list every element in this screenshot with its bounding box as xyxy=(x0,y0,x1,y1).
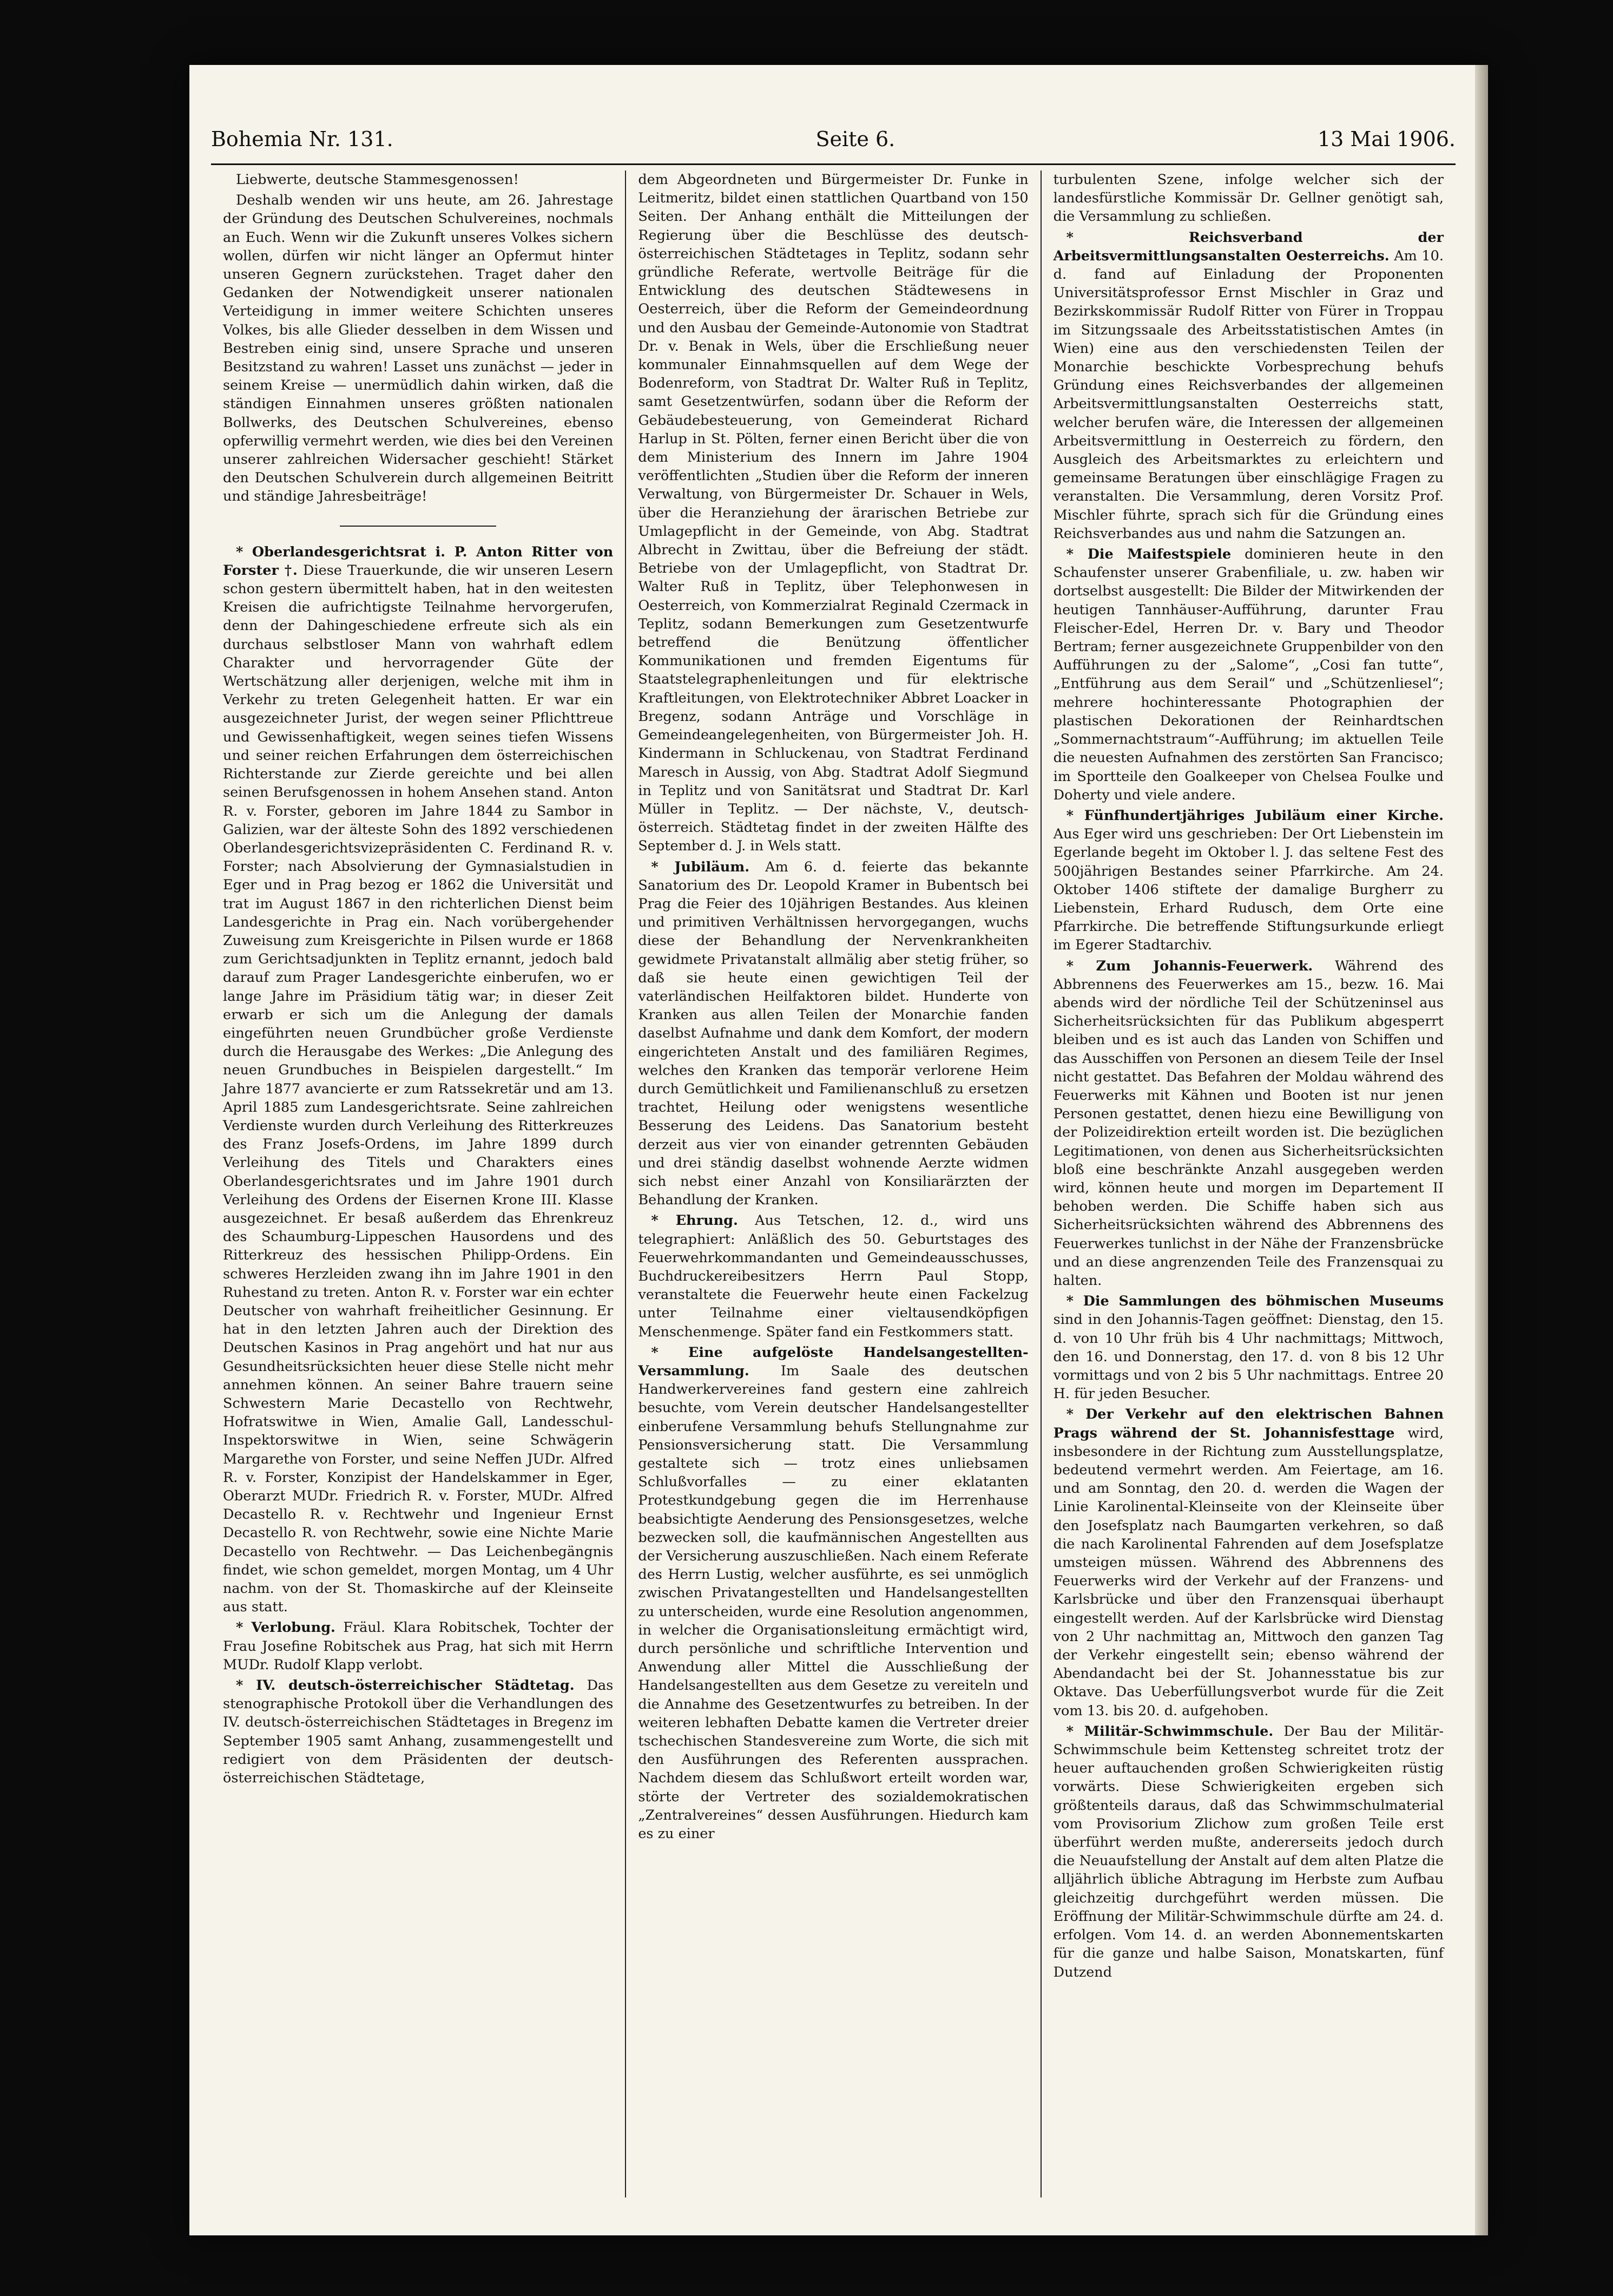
newspaper-page xyxy=(189,65,1488,2235)
article-text: dem Abgeordneten und Bürgermeister Dr. Funke in Leitmeritz, bildet einen stattlichen Quartband von 150 Seiten. Der Anhang enthält die Mitteilungen der Regierung über die Beschlüsse des deutsch-österreichischen Städtetages in Teplitz, sodann sehr gründliche Referate, wertvolle Beiträge für die Entwicklung des deutschen Städtewesens in Oesterreich, über die Reform der Gemeindeordnung und den Ausbau der Gemeinde-Autonomie von Stadtrat Dr. v. Benak in Wels, über die Erschließung neuer kommunaler Einnahmsquellen auf dem Wege der Bodenreform, von Stadtrat Dr. Walter Ruß in Teplitz, samt Gesetzentwürfen, sodann über die Reform der Gebäudebesteuerung, von Gemeinderat Richard Harlup in St. Pölten, ferner einen Bericht über die von dem Ministerium des Innern im Jahre 1904 veröffentlichten „Studien über die Reform der inneren Verwaltung, von Bürgermeister Dr. Schauer in Wels, über die Heranziehung der ärarischen Betriebe zur Umlagepflicht in der Gemeinde, von Abg. Stadtrat Albrecht in Zwittau, über die Befreiung der städt. Betriebe von der Umlagepflicht, von Stadtrat Dr. Walter Ruß in Teplitz, über Telephonwesen in Oesterreich, von Kommerzialrat Reginald Czermack in Teplitz, sodann Bemerkungen zum Gesetzentwurfe betreffend die Benützung öffentlicher Kommunikationen und fremden Eigentums für Staatstelegraphenleitungen und für elektrische Kraftleitungen, von Elektrotechniker Abbret Loacker in Bregenz, sodann Anträge und Vorschläge in Gemeindeangelegenheiten, von Bürgermeister Joh. H. Kindermann in Schluckenau, von Stadtrat Ferdinand Maresch in Aussig, von Abg. Stadtrat Adolf Siegmund in Teplitz und von Sanitätsrat und Stadtrat Dr. Karl Müller in Teplitz. — Der nächste, V., deutsch-österreich. Städtetag findet in der zweiten Hälfte des September d. J. in Wels statt. xyxy=(638,172,1029,855)
article-text: Der Bau der Militär-Schwimmschule beim Kettensteg schreitet trotz der heuer auftauchenden großen Schwierigkeiten rüstig vorwärts. Diese Schwierigkeiten ergeben sich größtenteils daraus, daß das Schwimmschulmaterial vom Provisorium Zlichow zum großen Teile erst überführt werden mußte, andererseits jedoch durch die Neuaufstellung der Anstalt auf dem alten Platze die alljährlich übliche Abtragung im Herbste zum Aufbau gleichzeitig durchgeführt werden müssen. Die Eröffnung der Militär-Schwimmschule dürfte am 24. d. erfolgen. Vom 14. d. an werden Abonnementskarten für die ganze und halbe Saison, Monatskarten, fünf Dutzend xyxy=(1053,1723,1444,1980)
article-paragraph xyxy=(638,170,1028,856)
article-headline: * Der Verkehr auf den elektrischen Bahnen Prags während der St. Johannisfesttage xyxy=(1053,1406,1444,1441)
article-headline: * Reichsverband der Arbeitsvermittlungsanstalten Oesterreichs. xyxy=(1053,229,1444,264)
article-text: Im Saale des deutschen Handwerkervereines fand gestern eine zahlreich besuchte, vom Verein deutscher Handelsangestellter einberufene Versammlung behufs Stellungnahme zur Pensionsversicherung statt. Die Versammlung gestaltete sich — trotz eines unliebsamen Schlußvorfalles — zu einer eklatanten Protestkundgebung gegen die im Herrenhause beabsichtigte Aenderung des Pensionsgesetzes, welche bezwecken soll, die kaufmännischen Angestellten aus der Versicherung auszuschließen. Nach einem Referate des Herrn Lustig, welcher ausführte, es sei unmöglich zwischen Privatangestellten und Handelsangestellten zu unterscheiden, wurde eine Resolution angenommen, in welcher die Organisationsleitung ermächtigt wird, durch persönliche und schriftliche Intervention und Anwendung aller Mittel die Ausschließung der Handelsangestellten aus dem Gesetze zu vereiteln und die Annahme des Gesetzentwurfes zu betreiben. In der weiteren lebhaften Debatte kamen die Vertreter dreier tschechischen Standesvereine zum Worte, die sich mit den Ausführungen des Referenten aussprachen. Nachdem diesem das Schlußwort erteilt worden war, störte der Vertreter des sozialdemokratischen „Zentralvereines“ dessen Ausführungen. Hiedurch kam es zu einer xyxy=(638,1363,1029,1842)
article-headline: * Fünfhundertjähriges Jubiläum einer Kirche. xyxy=(1066,807,1444,824)
article-text: Aus Eger wird uns geschrieben: Der Ort Liebenstein im Egerlande begeht im Oktober l. J. das seltene Fest des 500jährigen Bestandes seiner Pfarrkirche. Am 24. Oktober 1406 stiftete der damalige Burgherr zu Liebenstein, Erhard Rudusch, dem Orte eine Pfarrkirche. Die betreffende Stiftungsurkunde erliegt im Egerer Stadtarchiv. xyxy=(1053,826,1444,954)
header-rule xyxy=(211,163,1456,165)
article-headline: * Die Maifestspiele xyxy=(1066,546,1232,563)
article-paragraph xyxy=(1054,1722,1444,1982)
article-paragraph xyxy=(1054,957,1444,1290)
article-headline: * Ehrung. xyxy=(651,1212,738,1229)
article-headline: * IV. deutsch-österreichischer Städtetag. xyxy=(236,1677,575,1694)
text-columns xyxy=(211,170,1456,2197)
article-paragraph xyxy=(223,1618,613,1674)
article-text: Fräul. Klara Robitschek, Tochter der Frau Josefine Robitschek aus Prag, hat sich mit Herrn MUDr. Rudolf Klapp verlobt. xyxy=(223,1619,614,1673)
page-number: Seite 6. xyxy=(815,127,896,151)
column-3 xyxy=(1041,170,1456,2197)
article-text: sind in den Johannis-Tagen geöffnet: Dienstag, den 15. d. von 10 Uhr früh bis 4 Uhr nachmittags; Mittwoch, den 16. und Donnerstag, den 17. d. von 8 bis 12 Uhr vormittags und von 2 bis 5 Uhr nachmittags. Entree 20 H. für jeden Besucher. xyxy=(1053,1311,1444,1402)
article-headline: * Militär-Schwimmschule. xyxy=(1066,1723,1274,1740)
article-paragraph xyxy=(1054,806,1444,955)
article-text: dominieren heute in den Schaufenster unserer Grabenfiliale, u. zw. haben wir dortselbst ausgestellt: Die Bilder der Mitwirkenden der heutigen Tannhäuser-Aufführung, darunter Frau Fleischer-Edel, Herren Dr. v. Bary und Theodor Bertram; ferner ausgezeichnete Gruppenbilder von den Aufführungen zu der „Salome“, „Cosi fan tutte“, „Entführung aus dem Serail“ und „Schützenliesel“; mehrere hochinteressante Photographien der plastischen Dekorationen der Reinhardtschen „Sommernachtstraum“-Aufführung; im aktuellen Teile die neuesten Aufnahmen des zerstörten San Francisco; im Sportteile den Goalkeeper von Chelsea Foulke und Doherty und viele andere. xyxy=(1053,546,1444,803)
article-headline: * Eine aufgelöste Handelsangestellten-Versammlung. xyxy=(638,1344,1029,1379)
article-text: turbulenten Szene, infolge welcher sich der landesfürstliche Kommissär Dr. Gellner genötigt sah, die Versammlung zu schließen. xyxy=(1053,172,1444,225)
article-paragraph xyxy=(223,191,613,506)
issue-date: 13 Mai 1906. xyxy=(1317,127,1456,151)
column-1 xyxy=(211,170,625,2197)
article-text: Am 10. d. fand auf Einladung der Proponenten Universitätsprofessor Ernst Mischler in Graz und Bezirkskommissär Rudolf Ritter von Fürer in Troppau im Sitzungssaale des Arbeitsstatistischen Amtes (in Wien) eine aus den verschiedensten Teilen der Monarchie beschickte Vorbesprechung behufs Gründung eines Reichsverbandes der allgemeinen Arbeitsvermittlungsanstalten Oesterreichs statt, welcher berufen wäre, die Interessen der allgemeinen Arbeitsvermittlung in Oesterreich zu fördern, den Ausgleich des Arbeitsmarktes zu erleichtern und gemeinsame Beratungen über einschlägige Fragen zu veranstalten. Die Versammlung, deren Vorsitz Prof. Mischler führte, sprach sich für die Gründung eines Reichsverbandes aus und nahm die Satzungen an. xyxy=(1053,247,1444,542)
article-text: Während des Abbrennens des Feuerwerkes am 15., bezw. 16. Mai abends wird der nördliche Teil der Schützeninsel aus Sicherheitsrücksichten für das Publikum abgesperrt bleiben und es ist auch das Landen von Schiffen und das Ausschiffen von Personen an diesem Teile der Insel nicht gestattet. Das Befahren der Moldau während des Feuerwerks mit Kähnen und Booten ist nur jenen Personen gestattet, denen hiezu eine Bewilligung von der Polizeidirektion erteilt worden ist. Die bezüglichen Legitimationen, von denen aus Sicherheitsrücksichten bloß eine beschränkte Anzahl ausgegeben werden wird, können heute und morgen im Departement II behoben werden. Die Schiffe haben sich aus Sicherheitsrücksichten während des Abbrennens des Feuerwerkes tunlichst in der Nähe der Franzensbrücke und an diese angrenzenden Teile des Franzensquai zu halten. xyxy=(1053,957,1444,1289)
article-paragraph xyxy=(638,858,1028,1210)
article-paragraph xyxy=(223,1676,613,1787)
article-headline: * Verlobung. xyxy=(236,1619,335,1636)
article-headline: * Zum Johannis-Feuerwerk. xyxy=(1066,957,1313,974)
article-paragraph xyxy=(638,1343,1028,1843)
article-text: Diese Trauerkunde, die wir unseren Lesern schon gestern übermittelt haben, hat in den weitesten Kreisen die aufrichtigste Teilnahme hervorgerufen, denn der Dahingeschiedene erfreute sich als ein durchaus selbstloser Mann von wahrhaft edlem Charakter und hervorragender Güte der Wertschätzung aller derjenigen, welche mit ihm in Verkehr zu treten Gelegenheit hatten. Er war ein ausgezeichneter Jurist, der wegen seiner Pflichttreue und Gewissenhaftigkeit, wegen seines tiefen Wissens und seiner reichen Erfahrungen dem österreichischen Richterstande zur Zierde gereichte und bei allen seinen Berufsgenossen in hohem Ansehen stand. Anton R. v. Forster, geboren im Jahre 1844 zu Sambor in Galizien, war der älteste Sohn des 1892 verschiedenen Oberlandesgerichtsvizepräsidenten C. Ferdinand R. v. Forster; nach Absolvierung der Gymnasialstudien in Eger und in Prag bezog er 1862 die Universität und trat im August 1867 in den richterlichen Dienst beim Landesgerichte in Prag ein. Nach vorübergehender Zuweisung zum Kreisgerichte in Pilsen wurde er 1868 zum Gerichtsadjunkten in Teplitz ernannt, jedoch bald darauf zum Prager Landesgerichte einberufen, wo er lange Jahre im Präsidium tätig war; in dieser Zeit erwarb er sich um die Anlegung der damals eingeführten neuen Grundbücher große Verdienste durch die Herausgabe des Werkes: „Die Anlegung des neuen Grundbuches in Beispielen dargestellt.“ Im Jahre 1877 avancierte er zum Ratssekretär und am 13. April 1885 zum Landesgerichtsrate. Seine zahlreichen Verdienste wurden durch Verleihung des Ritterkreuzes des Franz Josefs-Ordens, im Jahre 1899 durch Verleihung des Titels und Charakters eines Oberlandesgerichtsrates und im Jahre 1901 durch Verleihung des Ordens der Eisernen Krone III. Klasse ausgezeichnet. Er besaß außerdem das Ehrenkreuz des Schaumburg-Lippeschen Hausordens und des Ritterkreuz des hessischen Philipp-Ordens. Ein schweres Herzleiden zwang ihn im Jahre 1901 in den Ruhestand zu treten. Anton R. v. Forster war ein echter Deutscher von wahrhaft freiheitlicher Gesinnung. Er hat in den letzten Jahren auch der Direktion des Deutschen Kasinos in Prag angehört und hat nur aus Gesundheitsrücksichten heuer diese Stelle nicht mehr annehmen können. An seiner Bahre trauern seine Schwestern Marie Decastello von Rechtwehr, Hofratswitwe in Wien, Amalie Gall, Landesschul-Inspektorswitwe in Wien, seine Schwägerin Margarethe von Forster, und seine Neffen JUDr. Alfred R. v. Forster, Konzipist der Handelskammer in Eger, Oberarzt MUDr. Friedrich R. v. Forster, MUDr. Alfred Decastello R. v. Rechtwehr und Ingenieur Ernst Decastello R. von Rechtwehr, sowie eine Nichte Marie Decastello von Rechtwehr. — Das Leichenbegängnis findet, wie schon gemeldet, morgen Montag, um 4 Uhr nachm. von der St. Thomaskirche auf der Kleinseite aus statt. xyxy=(223,562,614,1616)
article-text: Liebwerte, deutsche Stammesgenossen! xyxy=(236,172,519,188)
article-paragraph xyxy=(1054,1292,1444,1403)
article-text: Aus Tetschen, 12. d., wird uns telegraphiert: Anläßlich des 50. Geburtstages des Feuerwehrkommandanten und Gemeindeausschusses, Buchdruckereibesitzers Herrn Paul Stopp, veranstaltete die Feuerwehr heute einen Fackelzug unter Teilnahme einer vieltausendköpfigen Menschenmenge. Später fand ein Festkommers statt. xyxy=(638,1212,1029,1340)
article-paragraph xyxy=(1054,1405,1444,1720)
masthead-issue: Bohemia Nr. 131. xyxy=(211,127,393,151)
article-text: Das stenographische Protokoll über die Verhandlungen des IV. deutsch-österreichischen Städtetages in Bregenz im September 1905 samt Anhang, zusammengestellt und redigiert von dem Präsidenten der deutsch-österreichischen Städtetage, xyxy=(223,1677,614,1787)
column-2 xyxy=(625,170,1040,2197)
article-paragraph xyxy=(223,543,613,1617)
article-paragraph xyxy=(223,170,613,189)
article-text: wird, insbesondere in der Richtung zum Ausstellungsplatze, bedeutend vermehrt werden. Am Feiertage, am 16. und am Sonntag, den 20. d. werden die Wagen der Linie Karolinental-Kleinseite von der Kleinseite über den Josefsplatz nach Baumgarten verkehren, so daß die nach Karolinental Fahrenden auf dem Josefsplatze umsteigen müssen. Während des Abbrennens des Feuerwerks wird der Verkehr auf der Franzens- und Karlsbrücke und über den Franzensquai überhaupt eingestellt werden. Auf der Karlsbrücke wird Dienstag von 2 Uhr nachmittag an, Mittwoch den ganzen Tag der Verkehr eingestellt sein; ebenso während der Abendandacht bei der St. Johannesstatue bis zur Oktave. Das Ueberfüllungsverbot wurde für die Zeit vom 13. bis 20. d. aufgehoben. xyxy=(1053,1425,1444,1719)
article-text: Deshalb wenden wir uns heute, am 26. Jahrestage der Gründung des Deutschen Schulvereines, nochmals an Euch. Wenn wir die Zukunft unseres Volkes sichern wollen, dürfen wir nicht länger an Opfermut hinter unseren Gegnern zurückstehen. Traget daher den Gedanken der Notwendigkeit unserer nationalen Verteidigung in immer weitere Schichten unseres Volkes, bis alle Glieder desselben in dem Wissen und Bestreben einig sind, unsere Sprache und unseren Besitzstand zu wahren! Lasset uns zunächst — jeder in seinem Kreise — unermüdlich dahin wirken, daß die ständigen Einnahmen unseres größten nationalen Bollwerks, des Deutschen Schulvereines, ebenso opferwillig vermehrt werden, wie dies bei den Vereinen unserer zahlreichen Widersacher geschieht! Stärket den Deutschen Schulverein durch allgemeinen Beitritt und ständige Jahresbeiträge! xyxy=(223,192,614,505)
article-headline: * Oberlandesgerichtsrat i. P. Anton Ritter von Forster †. xyxy=(223,543,614,579)
page-header xyxy=(211,127,1456,160)
article-paragraph xyxy=(1054,545,1444,804)
article-headline: * Die Sammlungen des böhmischen Museums xyxy=(1066,1293,1444,1310)
article-text: Am 6. d. feierte das bekannte Sanatorium des Dr. Leopold Kramer in Bubentsch bei Prag die Feier des 10jährigen Bestandes. Aus kleinen und primitiven Verhältnissen hervorgegangen, wuchs diese der Behandlung der Nervenkrankheiten gewidmete Privatanstalt allmälig aber stetig früher, so daß sie heute einen gewichtigen Teil der vaterländischen Heilfaktoren bildet. Hunderte von Kranken aus allen Teilen der Monarchie fanden daselbst Aufnahme und dank dem Komfort, der modern eingerichteten Anstalt und des familiären Regimes, welches den Kranken das temporär verlorene Heim durch Gemütlichkeit und Familienanschluß zu ersetzen trachtet, Heilung oder wenigstens wesentliche Besserung des Leidens. Das Sanatorium besteht derzeit aus vier von einander getrennten Gebäuden und drei ständig daselbst wohnende Aerzte widmen sich nebst einer Anzahl von Konsiliarärzten der Behandlung der Kranken. xyxy=(638,858,1029,1209)
article-headline: * Jubiläum. xyxy=(651,858,750,875)
section-divider xyxy=(340,526,496,527)
article-paragraph xyxy=(638,1211,1028,1341)
article-paragraph xyxy=(1054,228,1444,543)
article-paragraph xyxy=(1054,170,1444,226)
page-edge-shadow xyxy=(1475,65,1488,2235)
